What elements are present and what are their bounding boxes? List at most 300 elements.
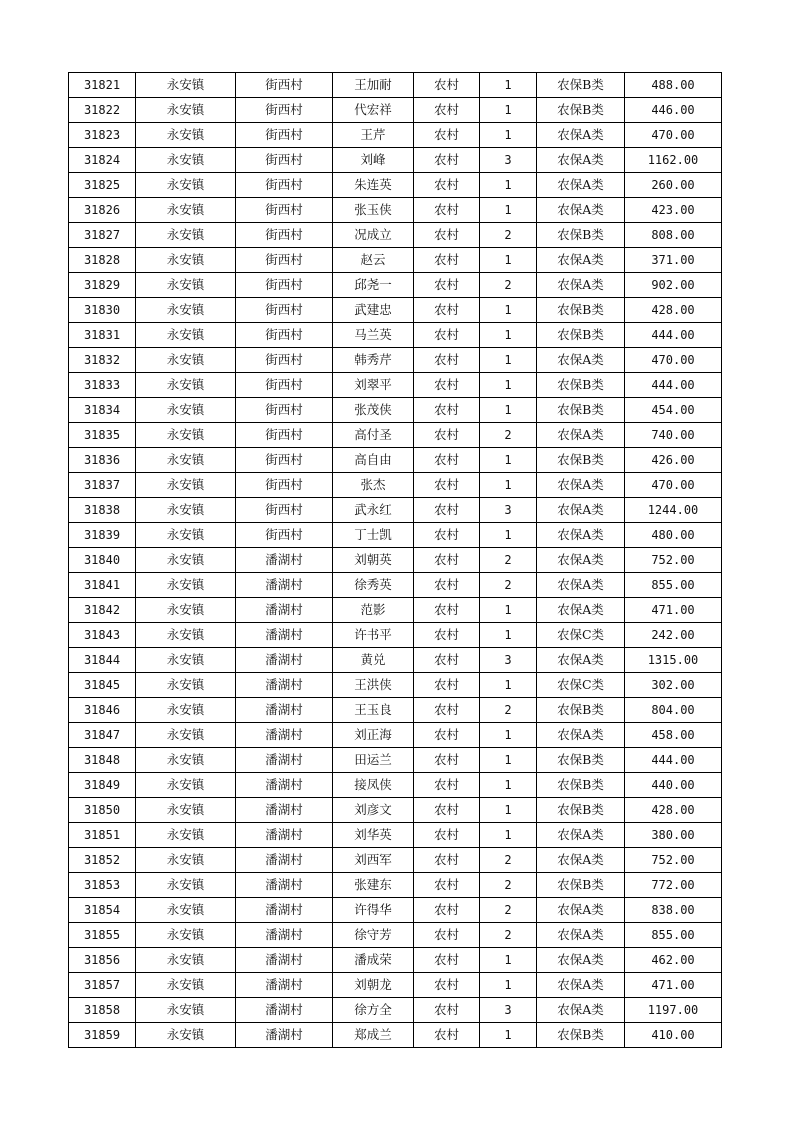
category-cell: 农村: [414, 873, 480, 898]
table-row: [69, 898, 722, 923]
insurance-type-cell: 农保B类: [537, 748, 625, 773]
amount-cell: 752.00: [625, 848, 722, 873]
insurance-type-cell: 农保B类: [537, 448, 625, 473]
insurance-type-cell: 农保A类: [537, 723, 625, 748]
name-cell: 刘朝英: [333, 548, 414, 573]
household-count-cell: 1: [480, 823, 537, 848]
table-row: [69, 223, 722, 248]
name-cell: 刘华英: [333, 823, 414, 848]
village-cell: 街西村: [236, 123, 333, 148]
insurance-type-cell: 农保A类: [537, 498, 625, 523]
table-row: [69, 1023, 722, 1048]
village-cell: 潘湖村: [236, 748, 333, 773]
name-cell: 王加耐: [333, 73, 414, 98]
village-cell: 街西村: [236, 198, 333, 223]
name-cell: 张杰: [333, 473, 414, 498]
household-count-cell: 1: [480, 523, 537, 548]
town-cell: 永安镇: [136, 548, 236, 573]
household-count-cell: 1: [480, 448, 537, 473]
category-cell: 农村: [414, 848, 480, 873]
category-cell: 农村: [414, 373, 480, 398]
table-row: [69, 548, 722, 573]
name-cell: 刘翠平: [333, 373, 414, 398]
village-cell: 街西村: [236, 448, 333, 473]
amount-cell: 454.00: [625, 398, 722, 423]
household-count-cell: 1: [480, 973, 537, 998]
town-cell: 永安镇: [136, 823, 236, 848]
name-cell: 刘峰: [333, 148, 414, 173]
household-count-cell: 2: [480, 423, 537, 448]
town-cell: 永安镇: [136, 473, 236, 498]
table-row: [69, 948, 722, 973]
amount-cell: 471.00: [625, 598, 722, 623]
town-cell: 永安镇: [136, 673, 236, 698]
village-cell: 街西村: [236, 148, 333, 173]
town-cell: 永安镇: [136, 848, 236, 873]
town-cell: 永安镇: [136, 323, 236, 348]
insurance-type-cell: 农保A类: [537, 598, 625, 623]
village-cell: 街西村: [236, 173, 333, 198]
category-cell: 农村: [414, 998, 480, 1023]
serial-number-cell: 31845: [69, 673, 136, 698]
town-cell: 永安镇: [136, 398, 236, 423]
category-cell: 农村: [414, 598, 480, 623]
household-count-cell: 3: [480, 148, 537, 173]
insurance-type-cell: 农保A类: [537, 848, 625, 873]
amount-cell: 752.00: [625, 548, 722, 573]
serial-number-cell: 31853: [69, 873, 136, 898]
table-row: [69, 923, 722, 948]
amount-cell: 480.00: [625, 523, 722, 548]
name-cell: 黄兑: [333, 648, 414, 673]
household-count-cell: 2: [480, 923, 537, 948]
town-cell: 永安镇: [136, 423, 236, 448]
name-cell: 田运兰: [333, 748, 414, 773]
amount-cell: 426.00: [625, 448, 722, 473]
serial-number-cell: 31827: [69, 223, 136, 248]
table-row: [69, 498, 722, 523]
village-cell: 街西村: [236, 248, 333, 273]
name-cell: 赵云: [333, 248, 414, 273]
category-cell: 农村: [414, 1023, 480, 1048]
serial-number-cell: 31842: [69, 598, 136, 623]
amount-cell: 380.00: [625, 823, 722, 848]
insurance-type-cell: 农保A类: [537, 123, 625, 148]
serial-number-cell: 31826: [69, 198, 136, 223]
table-body: [69, 73, 722, 1048]
town-cell: 永安镇: [136, 648, 236, 673]
serial-number-cell: 31839: [69, 523, 136, 548]
serial-number-cell: 31844: [69, 648, 136, 673]
town-cell: 永安镇: [136, 773, 236, 798]
amount-cell: 428.00: [625, 298, 722, 323]
serial-number-cell: 31821: [69, 73, 136, 98]
table-row: [69, 323, 722, 348]
serial-number-cell: 31857: [69, 973, 136, 998]
village-cell: 潘湖村: [236, 923, 333, 948]
household-count-cell: 1: [480, 323, 537, 348]
amount-cell: 488.00: [625, 73, 722, 98]
serial-number-cell: 31855: [69, 923, 136, 948]
amount-cell: 446.00: [625, 98, 722, 123]
insurance-type-cell: 农保B类: [537, 398, 625, 423]
name-cell: 高付圣: [333, 423, 414, 448]
table-row: [69, 348, 722, 373]
category-cell: 农村: [414, 573, 480, 598]
village-cell: 街西村: [236, 273, 333, 298]
insurance-type-cell: 农保A类: [537, 173, 625, 198]
amount-cell: 428.00: [625, 798, 722, 823]
insurance-type-cell: 农保A类: [537, 348, 625, 373]
table-row: [69, 373, 722, 398]
household-count-cell: 1: [480, 623, 537, 648]
category-cell: 农村: [414, 348, 480, 373]
name-cell: 潘成荣: [333, 948, 414, 973]
town-cell: 永安镇: [136, 798, 236, 823]
amount-cell: 444.00: [625, 373, 722, 398]
name-cell: 王芹: [333, 123, 414, 148]
village-cell: 街西村: [236, 323, 333, 348]
household-count-cell: 2: [480, 273, 537, 298]
serial-number-cell: 31856: [69, 948, 136, 973]
household-count-cell: 2: [480, 873, 537, 898]
household-count-cell: 2: [480, 223, 537, 248]
category-cell: 农村: [414, 73, 480, 98]
name-cell: 况成立: [333, 223, 414, 248]
household-count-cell: 1: [480, 348, 537, 373]
table-row: [69, 573, 722, 598]
serial-number-cell: 31852: [69, 848, 136, 873]
serial-number-cell: 31835: [69, 423, 136, 448]
household-count-cell: 1: [480, 123, 537, 148]
name-cell: 王洪侠: [333, 673, 414, 698]
town-cell: 永安镇: [136, 573, 236, 598]
name-cell: 朱连英: [333, 173, 414, 198]
village-cell: 街西村: [236, 523, 333, 548]
serial-number-cell: 31840: [69, 548, 136, 573]
insurance-type-cell: 农保B类: [537, 798, 625, 823]
serial-number-cell: 31859: [69, 1023, 136, 1048]
serial-number-cell: 31849: [69, 773, 136, 798]
insurance-type-cell: 农保A类: [537, 973, 625, 998]
table-row: [69, 423, 722, 448]
town-cell: 永安镇: [136, 923, 236, 948]
amount-cell: 302.00: [625, 673, 722, 698]
serial-number-cell: 31824: [69, 148, 136, 173]
village-cell: 街西村: [236, 473, 333, 498]
insurance-type-cell: 农保B类: [537, 1023, 625, 1048]
town-cell: 永安镇: [136, 148, 236, 173]
village-cell: 潘湖村: [236, 773, 333, 798]
town-cell: 永安镇: [136, 273, 236, 298]
table-row: [69, 73, 722, 98]
household-count-cell: 1: [480, 473, 537, 498]
household-count-cell: 1: [480, 298, 537, 323]
village-cell: 潘湖村: [236, 873, 333, 898]
amount-cell: 371.00: [625, 248, 722, 273]
town-cell: 永安镇: [136, 373, 236, 398]
table-row: [69, 123, 722, 148]
household-count-cell: 2: [480, 898, 537, 923]
village-cell: 潘湖村: [236, 548, 333, 573]
table-row: [69, 148, 722, 173]
name-cell: 王玉良: [333, 698, 414, 723]
insurance-type-cell: 农保A类: [537, 998, 625, 1023]
table-row: [69, 273, 722, 298]
category-cell: 农村: [414, 248, 480, 273]
village-cell: 潘湖村: [236, 673, 333, 698]
amount-cell: 260.00: [625, 173, 722, 198]
town-cell: 永安镇: [136, 998, 236, 1023]
town-cell: 永安镇: [136, 973, 236, 998]
name-cell: 许书平: [333, 623, 414, 648]
village-cell: 街西村: [236, 373, 333, 398]
insurance-type-cell: 农保B类: [537, 698, 625, 723]
category-cell: 农村: [414, 123, 480, 148]
category-cell: 农村: [414, 498, 480, 523]
category-cell: 农村: [414, 673, 480, 698]
town-cell: 永安镇: [136, 123, 236, 148]
town-cell: 永安镇: [136, 348, 236, 373]
amount-cell: 1315.00: [625, 648, 722, 673]
household-count-cell: 1: [480, 173, 537, 198]
table-row: [69, 673, 722, 698]
category-cell: 农村: [414, 748, 480, 773]
name-cell: 许得华: [333, 898, 414, 923]
serial-number-cell: 31847: [69, 723, 136, 748]
village-cell: 潘湖村: [236, 798, 333, 823]
village-cell: 街西村: [236, 423, 333, 448]
table-row: [69, 198, 722, 223]
serial-number-cell: 31848: [69, 748, 136, 773]
name-cell: 刘西军: [333, 848, 414, 873]
amount-cell: 470.00: [625, 348, 722, 373]
town-cell: 永安镇: [136, 873, 236, 898]
category-cell: 农村: [414, 173, 480, 198]
name-cell: 韩秀芹: [333, 348, 414, 373]
name-cell: 郑成兰: [333, 1023, 414, 1048]
household-count-cell: 1: [480, 948, 537, 973]
village-cell: 潘湖村: [236, 573, 333, 598]
insurance-type-cell: 农保A类: [537, 548, 625, 573]
insurance-type-cell: 农保B类: [537, 873, 625, 898]
village-cell: 潘湖村: [236, 948, 333, 973]
serial-number-cell: 31823: [69, 123, 136, 148]
insurance-type-cell: 农保A类: [537, 948, 625, 973]
insurance-type-cell: 农保A类: [537, 423, 625, 448]
name-cell: 武永红: [333, 498, 414, 523]
town-cell: 永安镇: [136, 523, 236, 548]
town-cell: 永安镇: [136, 948, 236, 973]
serial-number-cell: 31837: [69, 473, 136, 498]
name-cell: 高自由: [333, 448, 414, 473]
amount-cell: 1197.00: [625, 998, 722, 1023]
category-cell: 农村: [414, 548, 480, 573]
amount-cell: 740.00: [625, 423, 722, 448]
household-count-cell: 1: [480, 598, 537, 623]
serial-number-cell: 31825: [69, 173, 136, 198]
table-row: [69, 448, 722, 473]
amount-cell: 804.00: [625, 698, 722, 723]
household-count-cell: 1: [480, 373, 537, 398]
category-cell: 农村: [414, 823, 480, 848]
beneficiary-table: [68, 72, 722, 1048]
category-cell: 农村: [414, 198, 480, 223]
table-row: [69, 473, 722, 498]
table-row: [69, 648, 722, 673]
serial-number-cell: 31833: [69, 373, 136, 398]
amount-cell: 423.00: [625, 198, 722, 223]
serial-number-cell: 31829: [69, 273, 136, 298]
name-cell: 范影: [333, 598, 414, 623]
name-cell: 张建东: [333, 873, 414, 898]
table-row: [69, 773, 722, 798]
insurance-type-cell: 农保B类: [537, 298, 625, 323]
amount-cell: 902.00: [625, 273, 722, 298]
household-count-cell: 1: [480, 798, 537, 823]
household-count-cell: 3: [480, 498, 537, 523]
amount-cell: 471.00: [625, 973, 722, 998]
village-cell: 街西村: [236, 73, 333, 98]
household-count-cell: 1: [480, 98, 537, 123]
table-row: [69, 248, 722, 273]
category-cell: 农村: [414, 223, 480, 248]
table-row: [69, 823, 722, 848]
town-cell: 永安镇: [136, 173, 236, 198]
table-row: [69, 98, 722, 123]
village-cell: 潘湖村: [236, 723, 333, 748]
insurance-type-cell: 农保A类: [537, 923, 625, 948]
name-cell: 刘朝龙: [333, 973, 414, 998]
town-cell: 永安镇: [136, 73, 236, 98]
serial-number-cell: 31841: [69, 573, 136, 598]
village-cell: 潘湖村: [236, 623, 333, 648]
town-cell: 永安镇: [136, 598, 236, 623]
household-count-cell: 1: [480, 248, 537, 273]
household-count-cell: 1: [480, 723, 537, 748]
table-row: [69, 398, 722, 423]
town-cell: 永安镇: [136, 698, 236, 723]
insurance-type-cell: 农保B类: [537, 73, 625, 98]
town-cell: 永安镇: [136, 223, 236, 248]
village-cell: 街西村: [236, 98, 333, 123]
name-cell: 张玉侠: [333, 198, 414, 223]
village-cell: 潘湖村: [236, 973, 333, 998]
table-row: [69, 998, 722, 1023]
village-cell: 潘湖村: [236, 648, 333, 673]
town-cell: 永安镇: [136, 98, 236, 123]
insurance-type-cell: 农保A类: [537, 148, 625, 173]
serial-number-cell: 31830: [69, 298, 136, 323]
town-cell: 永安镇: [136, 748, 236, 773]
amount-cell: 470.00: [625, 473, 722, 498]
household-count-cell: 3: [480, 648, 537, 673]
category-cell: 农村: [414, 723, 480, 748]
amount-cell: 242.00: [625, 623, 722, 648]
household-count-cell: 1: [480, 73, 537, 98]
name-cell: 丁士凯: [333, 523, 414, 548]
amount-cell: 470.00: [625, 123, 722, 148]
category-cell: 农村: [414, 623, 480, 648]
serial-number-cell: 31828: [69, 248, 136, 273]
town-cell: 永安镇: [136, 298, 236, 323]
category-cell: 农村: [414, 698, 480, 723]
serial-number-cell: 31846: [69, 698, 136, 723]
table-row: [69, 623, 722, 648]
name-cell: 徐方全: [333, 998, 414, 1023]
town-cell: 永安镇: [136, 623, 236, 648]
table-row: [69, 873, 722, 898]
town-cell: 永安镇: [136, 448, 236, 473]
table-row: [69, 848, 722, 873]
amount-cell: 440.00: [625, 773, 722, 798]
household-count-cell: 1: [480, 748, 537, 773]
amount-cell: 855.00: [625, 923, 722, 948]
category-cell: 农村: [414, 648, 480, 673]
insurance-type-cell: 农保A类: [537, 273, 625, 298]
household-count-cell: 1: [480, 398, 537, 423]
table-row: [69, 523, 722, 548]
town-cell: 永安镇: [136, 898, 236, 923]
name-cell: 马兰英: [333, 323, 414, 348]
village-cell: 潘湖村: [236, 823, 333, 848]
serial-number-cell: 31854: [69, 898, 136, 923]
insurance-type-cell: 农保C类: [537, 673, 625, 698]
insurance-type-cell: 农保A类: [537, 648, 625, 673]
table-row: [69, 173, 722, 198]
category-cell: 农村: [414, 898, 480, 923]
insurance-type-cell: 农保A类: [537, 198, 625, 223]
table-row: [69, 723, 722, 748]
village-cell: 街西村: [236, 498, 333, 523]
insurance-type-cell: 农保A类: [537, 248, 625, 273]
category-cell: 农村: [414, 398, 480, 423]
table-row: [69, 798, 722, 823]
amount-cell: 1244.00: [625, 498, 722, 523]
category-cell: 农村: [414, 948, 480, 973]
insurance-type-cell: 农保B类: [537, 773, 625, 798]
serial-number-cell: 31822: [69, 98, 136, 123]
table-row: [69, 748, 722, 773]
town-cell: 永安镇: [136, 1023, 236, 1048]
village-cell: 潘湖村: [236, 898, 333, 923]
serial-number-cell: 31858: [69, 998, 136, 1023]
amount-cell: 410.00: [625, 1023, 722, 1048]
household-count-cell: 2: [480, 698, 537, 723]
amount-cell: 458.00: [625, 723, 722, 748]
name-cell: 武建忠: [333, 298, 414, 323]
household-count-cell: 2: [480, 573, 537, 598]
household-count-cell: 1: [480, 673, 537, 698]
name-cell: 邱尧一: [333, 273, 414, 298]
amount-cell: 838.00: [625, 898, 722, 923]
town-cell: 永安镇: [136, 198, 236, 223]
insurance-type-cell: 农保C类: [537, 623, 625, 648]
household-count-cell: 2: [480, 548, 537, 573]
insurance-type-cell: 农保A类: [537, 473, 625, 498]
insurance-type-cell: 农保A类: [537, 898, 625, 923]
town-cell: 永安镇: [136, 723, 236, 748]
serial-number-cell: 31832: [69, 348, 136, 373]
household-count-cell: 2: [480, 848, 537, 873]
serial-number-cell: 31851: [69, 823, 136, 848]
amount-cell: 855.00: [625, 573, 722, 598]
category-cell: 农村: [414, 523, 480, 548]
household-count-cell: 1: [480, 1023, 537, 1048]
household-count-cell: 1: [480, 773, 537, 798]
category-cell: 农村: [414, 98, 480, 123]
serial-number-cell: 31850: [69, 798, 136, 823]
